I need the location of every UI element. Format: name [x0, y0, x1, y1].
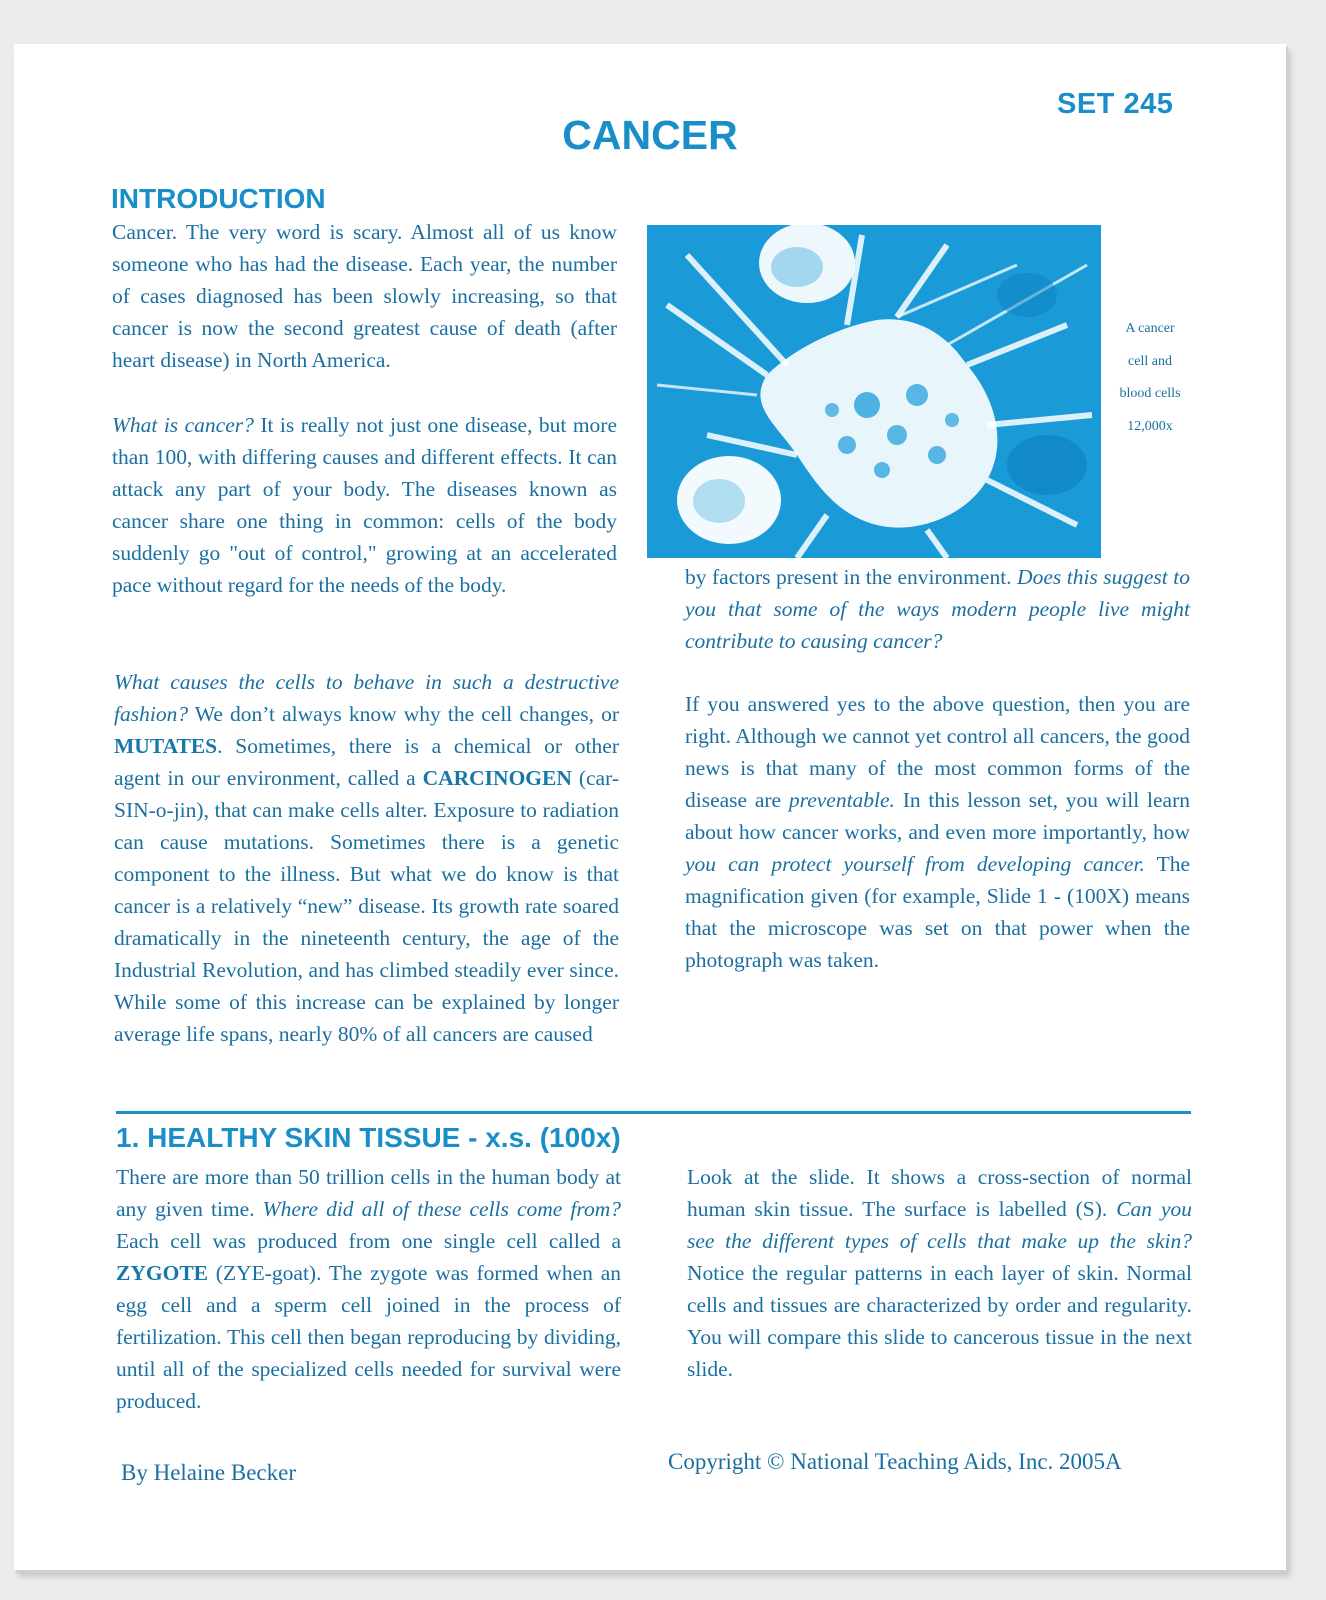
- slide1-paragraph-1: [116, 1161, 621, 1417]
- slide1-paragraph-2-text-a: Look at the slide. It shows a cross-section of normal human skin tissue. The surface is labelled (S).: [687, 1165, 1192, 1221]
- intro-paragraph-3-text-c: (car-SIN-o-jin), that can make cells alter. Exposure to radiation can cause mutations. Sometimes there is a genetic component to the illness. But what we do know is that cancer is a relatively “new” disease. Its growth rate soared dramatically in the nineteenth century, the age of the Industrial Revolution, and has climbed steadily ever since. While some of this increase can be explained by longer average life spans, nearly 80% of all cancers are caused: [114, 766, 619, 1046]
- cancer-cell-photo: [647, 225, 1101, 558]
- intro-question-3: Does this suggest to you that some of the ways modern people live might contribute to causing cancer?: [685, 565, 1190, 653]
- intro-paragraph-3: [114, 666, 619, 1050]
- set-label: SET 245: [1057, 88, 1174, 120]
- intro-paragraph-3-text-b: . Sometimes, there is a chemical or other agent in our environment, called a: [114, 734, 619, 790]
- slide1-paragraph-1-text-c: (ZYE-goat). The zygote was formed when an egg cell and a sperm cell joined in the process of fertilization. This cell then began reproducing by dividing, until all of the specialized cells needed for survival were produced.: [116, 1261, 621, 1413]
- slide1-paragraph-1-text-a: There are more than 50 trillion cells in the human body at any given time.: [116, 1165, 621, 1221]
- photo-caption: [1108, 313, 1192, 443]
- slide1-paragraph-2-text-b: Notice the regular patterns in each layer of skin. Normal cells and tissues are characterized by order and regularity. You will compare this slide to cancerous tissue in the next slide.: [687, 1261, 1192, 1381]
- slide1-paragraph-1-text-b: Each cell was produced from one single cell called a: [116, 1229, 621, 1253]
- intro-paragraph-4-text: by factors present in the environment.: [685, 565, 1018, 589]
- emphasis-protect: you can protect yourself from developing cancer.: [685, 852, 1145, 876]
- section-divider: [116, 1111, 1191, 1114]
- term-zygote: ZYGOTE: [116, 1261, 208, 1285]
- intro-paragraph-5-text-b: In this lesson set, you will learn about how cancer works, and even more importantly, how: [685, 788, 1190, 844]
- term-carcinogen: CARCINOGEN: [422, 766, 572, 790]
- slide1-heading: 1. HEALTHY SKIN TISSUE - x.s. (100x): [116, 1122, 621, 1153]
- caption-line: cell and: [1128, 353, 1172, 369]
- intro-paragraph-3-text-a: We don’t always know why the cell changes, or: [188, 702, 619, 726]
- intro-paragraph-5-text-c: The magnification given (for example, Slide 1 - (100X) means that the microscope was set on that power when the photograph was taken.: [685, 852, 1190, 972]
- slide1-question-2: Can you see the different types of cells that make up the skin?: [687, 1197, 1192, 1253]
- caption-line: 12,000x: [1127, 418, 1173, 434]
- intro-paragraph-5: [685, 688, 1190, 976]
- slide1-question-1: Where did all of these cells come from?: [262, 1197, 621, 1221]
- intro-question-2: What causes the cells to behave in such a destructive fashion?: [114, 670, 619, 726]
- introduction-heading: INTRODUCTION: [111, 183, 326, 214]
- emphasis-preventable: preventable.: [788, 788, 895, 812]
- intro-paragraph-2: [112, 409, 617, 601]
- term-mutates: MUTATES: [114, 734, 218, 758]
- copyright-notice: Copyright © National Teaching Aids, Inc. 2005A: [668, 1449, 1122, 1474]
- page-title: CANCER: [562, 112, 738, 158]
- intro-paragraph-4: [685, 561, 1190, 657]
- intro-paragraph-2-text: It is really not just one disease, but more than 100, with differing causes and different effects. It can attack any part of your body. The diseases known as cancer share one thing in common: cells of the body suddenly go "out of control," growing at an accelerated pace without regard for the needs of the body.: [112, 413, 618, 597]
- cancer-cell-illustration: [647, 225, 1101, 558]
- caption-line: A cancer: [1125, 321, 1175, 336]
- intro-paragraph-1: Cancer. The very word is scary. Almost all of us know someone who has had the disease. Each year, the number of cases diagnosed has been slowly increasing, so that cancer is now the second greatest cause of death (after heart disease) in North America.: [112, 220, 617, 372]
- intro-paragraph-5-text-a: If you answered yes to the above question, then you are right. Although we cannot yet control all cancers, the good news is that many of the most common forms of the disease are: [685, 692, 1190, 812]
- author-byline: By Helaine Becker: [121, 1460, 296, 1485]
- slide1-paragraph-2: [687, 1161, 1192, 1385]
- caption-line: blood cells: [1119, 386, 1181, 401]
- intro-question-1: What is cancer?: [112, 413, 254, 437]
